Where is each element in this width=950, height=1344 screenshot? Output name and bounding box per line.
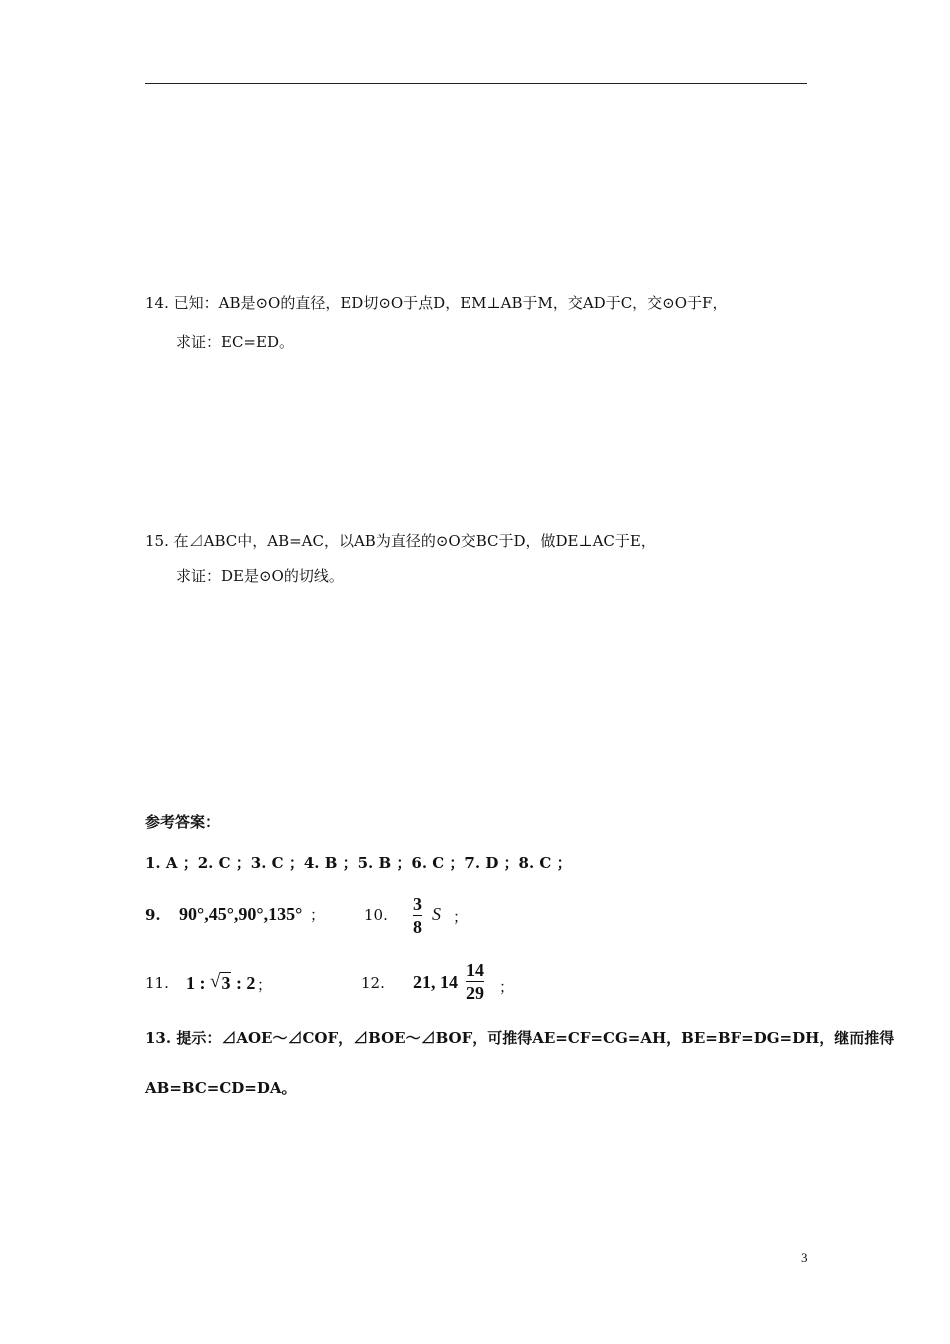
answer-11-number: 11.: [145, 974, 169, 992]
answer-13-line2: AB=BC=CD=DA。: [145, 1079, 297, 1097]
question-14-line1: 14. 已知：AB是⊙O的直径，ED切⊙O于点D，EM⊥AB于M，交AD于C，交⊙O于F，: [145, 294, 728, 312]
answer-11-separator: ；: [257, 976, 273, 994]
fraction-bar: [466, 981, 484, 982]
answer-9-separator: ；: [310, 906, 326, 924]
answer-11-ratio: [186, 972, 255, 993]
question-15-line1: 15. 在⊿ABC中，AB=AC，以AB为直径的⊙O交BC于D，做DE⊥AC于E，: [145, 532, 656, 550]
radical-sign-icon: √: [210, 971, 221, 992]
answer-12-fraction: [466, 960, 484, 1003]
answer-11-prefix: 1 :: [186, 972, 210, 993]
answer-12-number: 12.: [361, 974, 385, 992]
answer-10-numerator: 3: [413, 894, 422, 914]
answer-12-denominator: 29: [466, 983, 484, 1003]
answer-10-variable: S: [432, 904, 441, 924]
header-rule: [145, 83, 807, 84]
question-15-line2: 求证：DE是⊙O的切线。: [176, 567, 344, 585]
answer-10-fraction: [413, 894, 422, 937]
square-root: [210, 972, 231, 993]
answer-12-numerator: 14: [466, 960, 484, 980]
question-14-line2: 求证：EC=ED。: [176, 333, 294, 351]
answer-9-value: 90°,45°,90°,135°: [179, 904, 303, 924]
answers-row-1-8: 1. A ；2. C ；3. C ；4. B ；5. B ；6. C ；7. D ；8. C ；: [145, 854, 572, 872]
answer-10-denominator: 8: [413, 917, 422, 937]
answer-11-radicand: 3: [221, 973, 231, 993]
answer-10-number: 10.: [364, 906, 388, 924]
fraction-bar: [413, 915, 422, 916]
answer-13-line1: 13. 提示：⊿AOE～⊿COF，⊿BOE～⊿BOF，可推得AE=CF=CG=AH，BE=BF=DG=DH，继而推得: [145, 1029, 895, 1047]
answer-9-number: 9.: [145, 906, 161, 924]
answer-12-prefix: 21, 14: [413, 972, 458, 992]
answer-10-separator: ；: [453, 908, 469, 926]
answer-11-suffix: : 2: [231, 972, 256, 993]
answer-12-separator: ；: [499, 978, 515, 996]
answers-heading: 参考答案：: [145, 813, 221, 831]
page-number: 3: [801, 1250, 808, 1265]
